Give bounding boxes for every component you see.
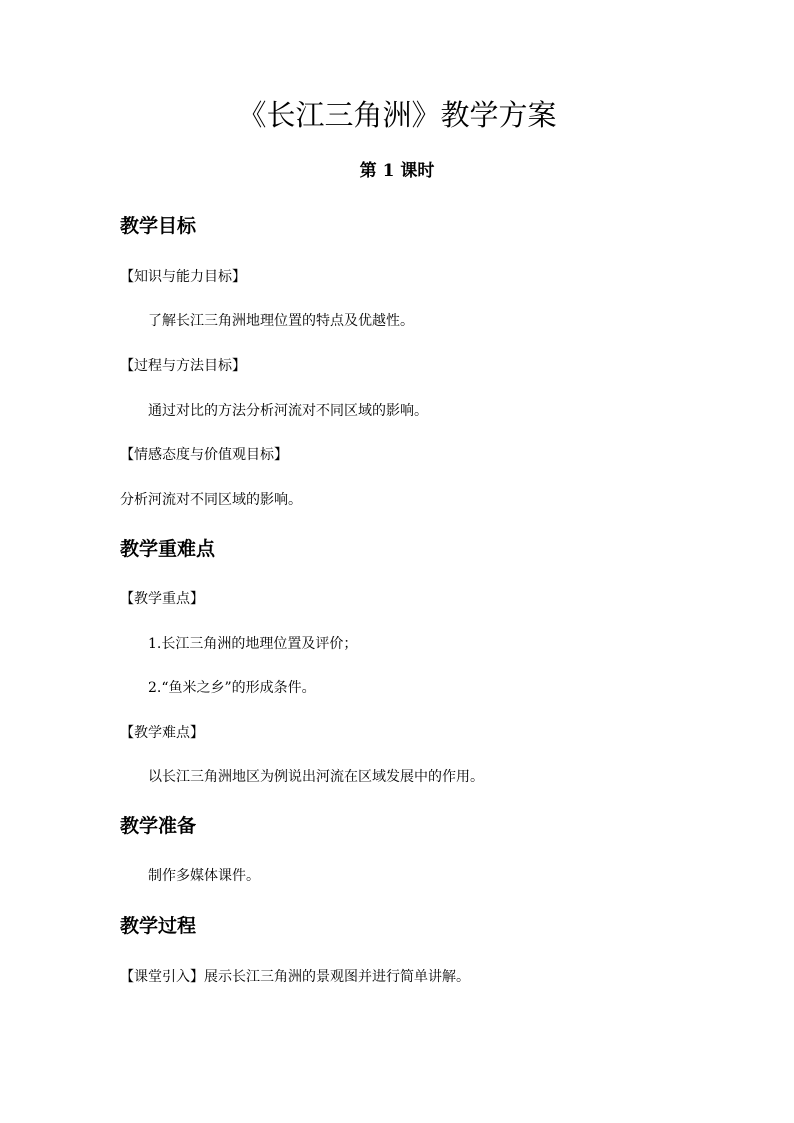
section-heading-preparation: 教学准备 bbox=[120, 815, 197, 837]
teaching-focus-item-2: 2.“鱼米之乡”的形成条件。 bbox=[148, 680, 316, 696]
process-objective-label: 【过程与方法目标】 bbox=[120, 358, 246, 374]
emotion-objective-label: 【情感态度与价值观目标】 bbox=[120, 447, 288, 463]
section-heading-key-points: 教学重难点 bbox=[120, 538, 216, 560]
teaching-difficulty-text: 以长江三角洲地区为例说出河流在区域发展中的作用。 bbox=[148, 769, 484, 785]
knowledge-objective-text: 了解长江三角洲地理位置的特点及优越性。 bbox=[148, 313, 414, 329]
teaching-focus-item-1: 1.长江三角洲的地理位置及评价； bbox=[148, 636, 358, 652]
section-heading-process: 教学过程 bbox=[120, 915, 197, 937]
document-title: 《长江三角洲》教学方案 bbox=[237, 98, 557, 132]
class-intro-text: 展示长江三角洲的景观图并进行简单讲解。 bbox=[204, 969, 470, 985]
document-subtitle: 第 1 课时 bbox=[359, 161, 435, 181]
emotion-objective-text: 分析河流对不同区域的影响。 bbox=[120, 492, 302, 508]
class-intro-label: 【课堂引入】 bbox=[120, 969, 204, 985]
preparation-text: 制作多媒体课件。 bbox=[148, 868, 260, 884]
teaching-focus-label: 【教学重点】 bbox=[120, 591, 204, 607]
knowledge-objective-label: 【知识与能力目标】 bbox=[120, 269, 246, 285]
teaching-difficulty-label: 【教学难点】 bbox=[120, 725, 204, 741]
class-intro-line bbox=[120, 970, 470, 984]
section-heading-objectives: 教学目标 bbox=[120, 215, 197, 237]
process-objective-text: 通过对比的方法分析河流对不同区域的影响。 bbox=[148, 403, 428, 419]
